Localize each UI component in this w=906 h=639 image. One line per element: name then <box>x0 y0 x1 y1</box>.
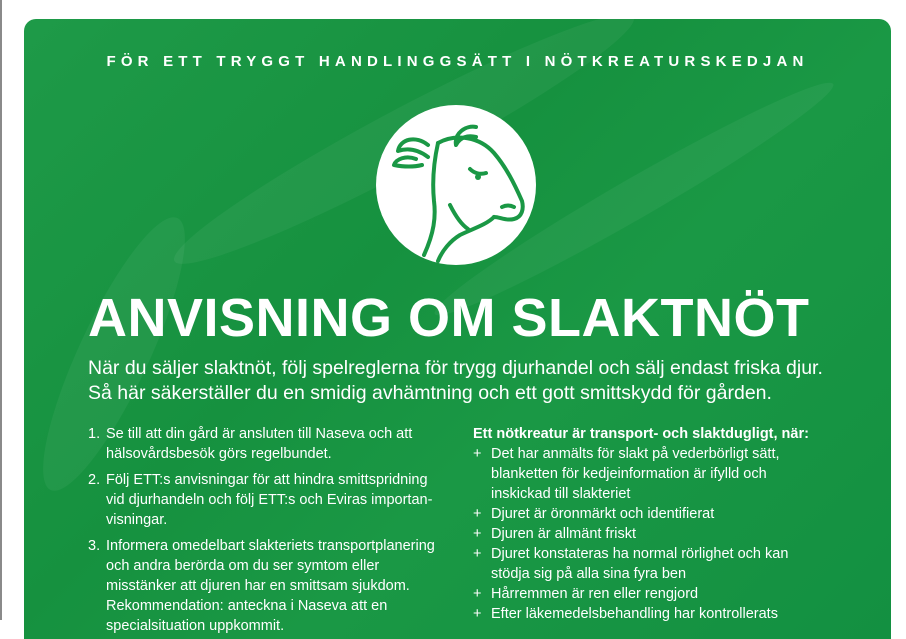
plus-bullet: + <box>473 446 482 462</box>
step-number: 1. <box>88 426 101 442</box>
tagline: FÖR ETT TRYGGT HANDLINGGSÄTT I NÖTKREATURSKEDJAN <box>106 53 809 70</box>
condition-text: Djuren är allmänt friskt <box>491 526 637 542</box>
condition-text: Djuret är öronmärkt och identifierat <box>491 506 715 522</box>
conditions-heading: Ett nötkreatur är transport- och slaktdugligt, när: <box>473 426 809 442</box>
intro-paragraph: När du säljer slaktnöt, följ spelreglerna för trygg djurhandel och sälj endast friska djur. Så här säkerställer du en smidig avhämtning och ett gott smittskydd för gården. <box>88 357 823 404</box>
list-item <box>473 604 813 624</box>
list-item <box>473 504 813 524</box>
list-item <box>473 544 813 584</box>
conditions-list <box>473 444 813 624</box>
cow-head-icon <box>376 105 536 265</box>
condition-text: Efter läkemedelsbehandling har kontrollerats <box>491 606 778 622</box>
list-item <box>473 444 813 504</box>
plus-bullet: + <box>473 526 482 542</box>
list-item <box>473 584 813 604</box>
plus-bullet: + <box>473 506 482 522</box>
step-number: 3. <box>88 538 101 554</box>
step-text: Se till att din gård är ansluten till Naseva och att hälsovårdsbesök görs regelbundet. <box>106 426 413 462</box>
plus-bullet: + <box>473 586 482 602</box>
list-item <box>88 536 448 636</box>
list-item <box>473 524 813 544</box>
plus-bullet: + <box>473 546 482 562</box>
steps-list <box>88 424 448 639</box>
list-item <box>88 424 448 464</box>
conditions-section <box>473 424 813 624</box>
cow-head-svg <box>376 105 536 265</box>
page-edge-rule <box>0 0 2 620</box>
condition-text: Det har anmälts för slakt på vederbörligt sätt, blanketten för kedjeinformation är ifylld och inskickad till slakteriet <box>491 446 780 502</box>
step-text: Informera omedelbart slakteriets transportplanering och andra berörda om du ser symtom eller misstänker att djuren har en smittsam sjukdom. Rekommendation: anteckna i Naseva att en specialsituation uppkommit. <box>106 538 435 634</box>
step-text: Följ ETT:s anvisningar för att hindra smittspridning vid djurhandeln och följ ETT:s och Eviras importanvisningar. <box>106 472 433 528</box>
list-item <box>88 470 448 530</box>
condition-text: Hårremmen är ren eller rengjord <box>491 586 699 602</box>
condition-text: Djuret konstateras ha normal rörlighet och kan stödja sig på alla sina fyra ben <box>491 546 789 582</box>
plus-bullet: + <box>473 606 482 622</box>
step-number: 2. <box>88 472 101 488</box>
headline: ANVISNING OM SLAKTNÖT <box>88 288 810 348</box>
poster <box>24 19 891 639</box>
